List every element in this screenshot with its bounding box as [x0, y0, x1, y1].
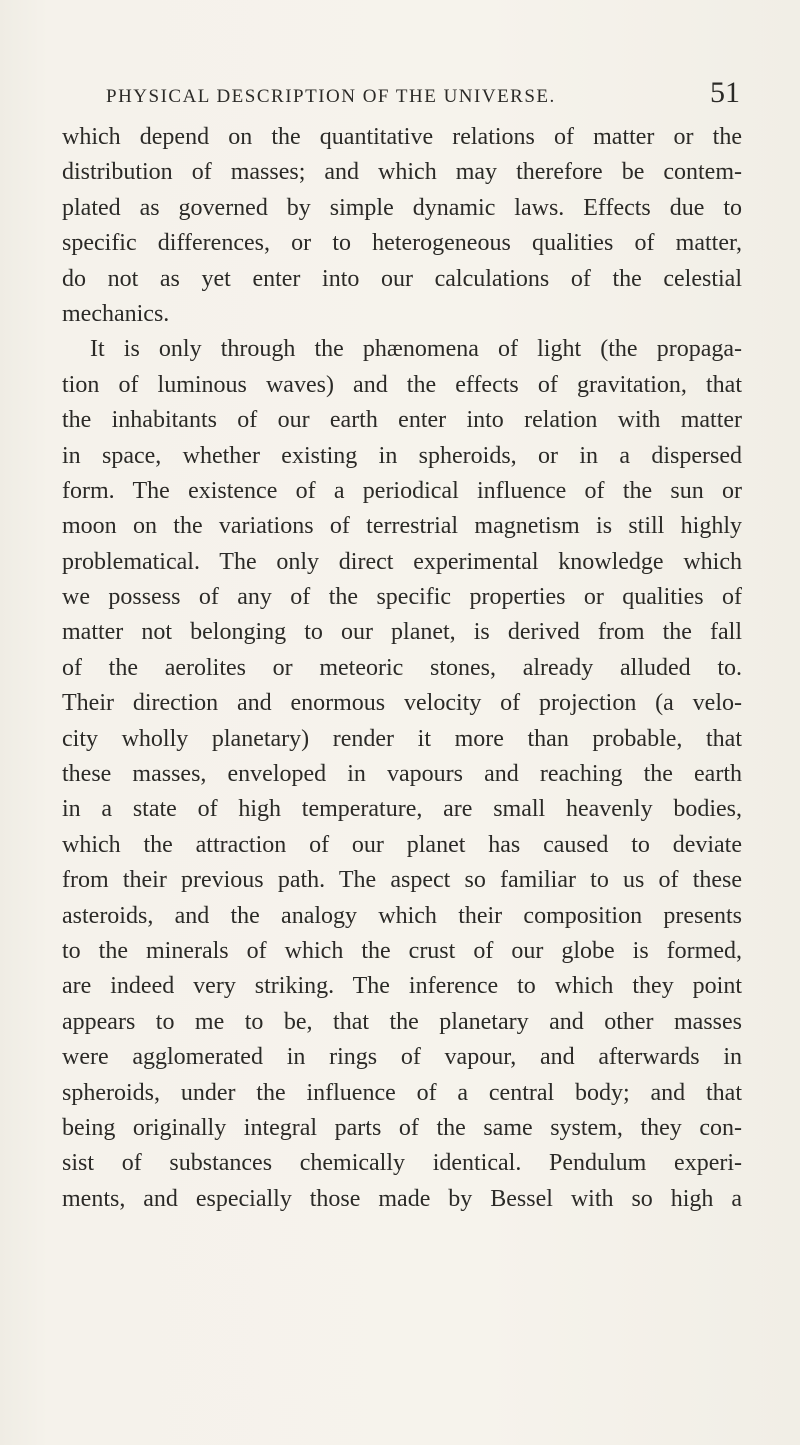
text-line: the inhabitants of our earth enter into relation with matter [62, 407, 742, 434]
text-line: moon on the variations of terrestrial magnetism is still highly [62, 513, 742, 540]
text-line: specific differences, or to heterogeneous qualities of matter, [62, 230, 742, 257]
text-line: tion of luminous waves) and the effects of gravitation, that [62, 371, 742, 398]
text-line: spheroids, under the influence of a central body; and that [62, 1079, 742, 1106]
text-line: Their direction and enormous velocity of projection (a velo- [62, 690, 742, 717]
text-line: to the minerals of which the crust of our globe is formed, [62, 937, 742, 964]
text-line: these masses, enveloped in vapours and reaching the earth [62, 761, 742, 788]
text-line: plated as governed by simple dynamic laws. Effects due to [62, 194, 742, 221]
text-line: form. The existence of a periodical influence of the sun or [62, 477, 742, 504]
text-line: were agglomerated in rings of vapour, and afterwards in [62, 1044, 742, 1071]
text-line: appears to me to be, that the planetary and other masses [62, 1008, 742, 1035]
running-title: PHYSICAL DESCRIPTION OF THE UNIVERSE. [106, 86, 556, 107]
text-line: matter not belonging to our planet, is derived from the fall [62, 619, 742, 646]
text-line: from their previous path. The aspect so familiar to us of these [62, 867, 742, 894]
text-line: in space, whether existing in spheroids, or in a dispersed [62, 442, 742, 469]
text-line: ments, and especially those made by Bessel with so high a [62, 1185, 742, 1212]
text-line: we possess of any of the specific properties or qualities of [62, 584, 742, 611]
text-line: of the aerolites or meteoric stones, already alluded to. [62, 654, 742, 681]
text-line: being originally integral parts of the same system, they con- [62, 1114, 742, 1141]
text-line: are indeed very striking. The inference to which they point [62, 973, 742, 1000]
text-line: in a state of high temperature, are small heavenly bodies, [62, 796, 742, 823]
body-text [62, 120, 742, 1217]
text-line: problematical. The only direct experimental knowledge which [62, 548, 742, 575]
running-head [62, 76, 740, 116]
text-line: sist of substances chemically identical. Pendulum experi- [62, 1150, 742, 1177]
text-line: It is only through the phænomena of light (the propaga- [90, 336, 742, 363]
text-line: mechanics. [62, 300, 170, 327]
text-line: which the attraction of our planet has caused to deviate [62, 831, 742, 858]
paragraph-continuation [62, 120, 742, 332]
text-line: city wholly planetary) render it more than probable, that [62, 725, 742, 752]
text-line: asteroids, and the analogy which their composition presents [62, 902, 742, 929]
text-line: distribution of masses; and which may therefore be contem- [62, 159, 742, 186]
paragraph-light-gravitation [62, 332, 742, 1217]
page-number: 51 [710, 76, 740, 109]
text-line: do not as yet enter into our calculations of the celestial [62, 265, 742, 292]
text-line: which depend on the quantitative relations of matter or the [62, 124, 742, 150]
